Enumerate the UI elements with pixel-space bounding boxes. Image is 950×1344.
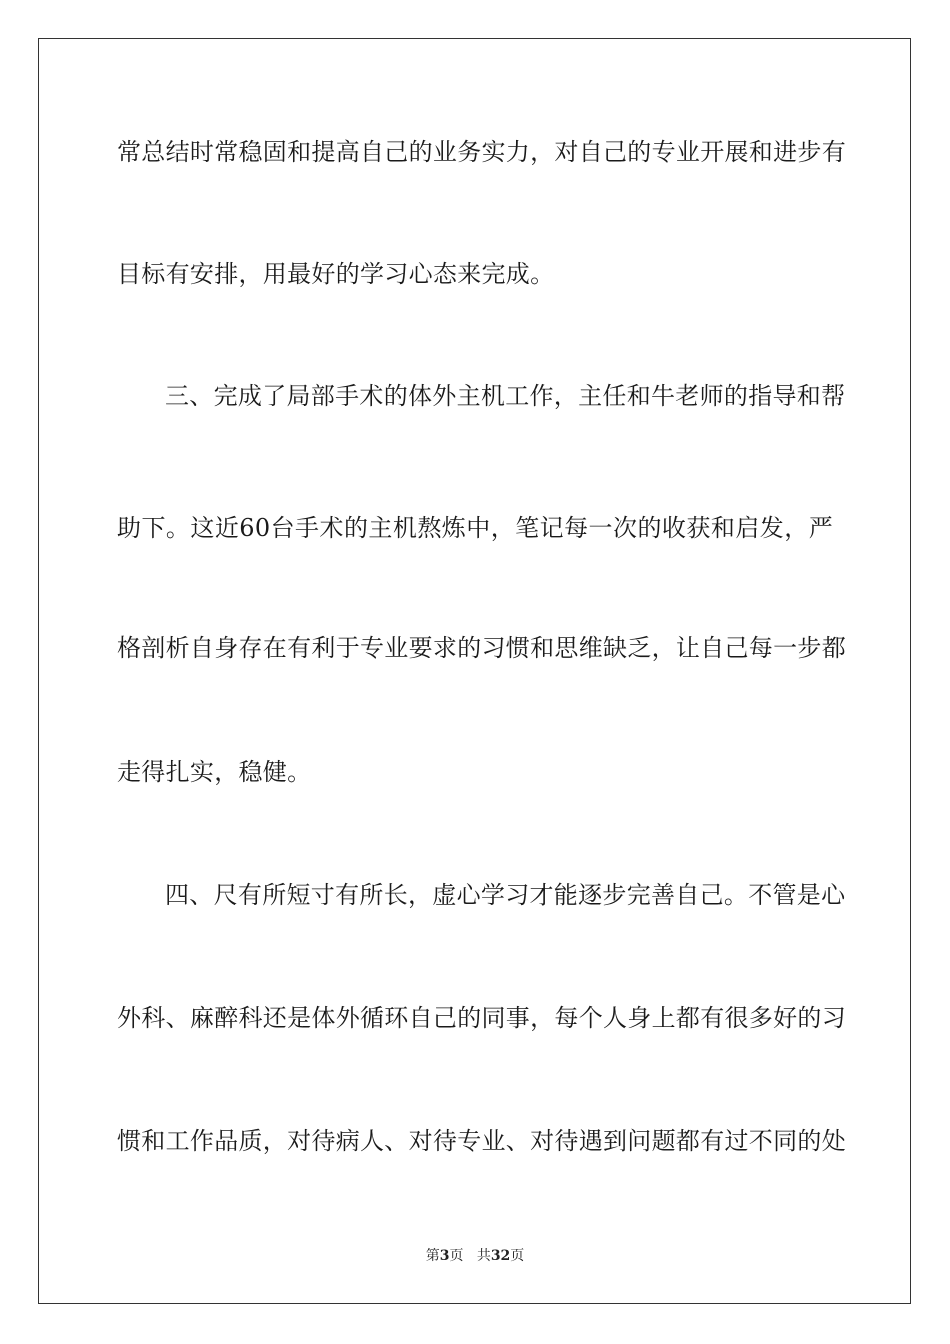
page-prefix: 第 xyxy=(425,1248,440,1264)
text-line: 四、尺有所短寸有所长，虚心学习才能逐步完善自己。不管是心 xyxy=(165,881,846,909)
page-border xyxy=(38,38,911,1304)
text-line: 格剖析自身存在有利于专业要求的习惯和思维缺乏，让自己每一步都 xyxy=(117,634,846,662)
total-pages: 32 xyxy=(490,1248,511,1264)
total-prefix: 共 xyxy=(476,1248,491,1264)
text-line: 走得扎实，稳健。 xyxy=(117,758,312,786)
text-line: 助下。这近60台手术的主机熬炼中，笔记每一次的收获和启发，严 xyxy=(117,514,833,542)
text-line: 常总结时常稳固和提高自己的业务实力，对自己的专业开展和进步有 xyxy=(117,138,846,166)
text-line: 外科、麻醉科还是体外循环自己的同事，每个人身上都有很多好的习 xyxy=(117,1004,846,1032)
text-line: 惯和工作品质，对待病人、对待专业、对待遇到问题都有过不同的处 xyxy=(117,1127,846,1155)
page-suffix: 页 xyxy=(449,1248,464,1264)
page-footer xyxy=(0,1247,950,1265)
page-number: 3 xyxy=(439,1248,450,1264)
text-line: 三、完成了局部手术的体外主机工作，主任和牛老师的指导和帮 xyxy=(165,382,846,410)
text-line: 目标有安排，用最好的学习心态来完成。 xyxy=(117,260,555,288)
total-suffix: 页 xyxy=(510,1248,525,1264)
